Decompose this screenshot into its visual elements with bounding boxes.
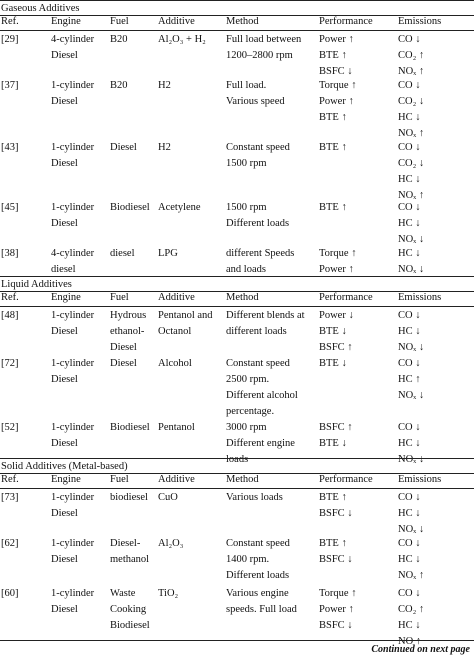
cell-ref [1, 78, 19, 94]
cell-performance [319, 490, 353, 522]
cell-line: Diesel [51, 374, 78, 385]
cell-line: [73] [1, 492, 19, 503]
column-header: Emissions [398, 292, 442, 303]
cell-line: NOₓ ↑ [398, 570, 425, 581]
cell-line: [37] [1, 80, 19, 91]
cell-line: 3000 rpm [226, 422, 267, 433]
cell-performance [319, 32, 354, 80]
cell-line: B20 [110, 80, 128, 91]
cell-additive [158, 140, 171, 156]
cell-line: Different loads [226, 218, 290, 229]
cell-line: CuO [158, 492, 178, 503]
cell-engine [51, 308, 94, 340]
cell-line: [45] [1, 202, 19, 213]
cell-emissions [398, 490, 424, 538]
cell-line: [48] [1, 310, 19, 321]
cell-ref [1, 32, 19, 48]
column-header: Engine [51, 292, 81, 303]
cell-method [226, 420, 295, 468]
cell-line: Different engine [226, 438, 295, 449]
cell-line: H2 [158, 80, 171, 91]
cell-line: Biodiesel [110, 202, 150, 213]
cell-ref [1, 420, 19, 436]
cell-line: HC ↓ [398, 218, 421, 229]
cell-engine [51, 78, 94, 110]
column-header: Engine [51, 474, 81, 485]
section-title: Gaseous Additives [1, 3, 80, 14]
cell-line: Power ↑ [319, 96, 354, 107]
cell-line: HC ↑ [398, 374, 421, 385]
cell-line: Diesel [51, 326, 78, 337]
cell-performance [319, 140, 347, 156]
cell-line: Various loads [226, 492, 283, 503]
column-header: Method [226, 16, 259, 27]
cell-performance [319, 586, 356, 634]
cell-method [226, 308, 305, 340]
cell-line: BTE ↑ [319, 492, 347, 503]
cell-line: Diesel [51, 158, 78, 169]
cell-fuel [110, 586, 150, 634]
column-header: Additive [158, 474, 195, 485]
cell-engine [51, 140, 94, 172]
section-title: Liquid Additives [1, 279, 72, 290]
cell-line: Al₂O₃ [158, 538, 184, 549]
cell-line: [52] [1, 422, 19, 433]
cell-line: 1-cylinder [51, 492, 95, 503]
cell-method [226, 200, 289, 232]
cell-line: BTE ↓ [319, 326, 347, 337]
cell-line: Different loads [226, 570, 290, 581]
column-header: Ref. [1, 16, 19, 27]
cell-line: CO ↓ [398, 422, 421, 433]
cell-additive [158, 356, 192, 372]
cell-ref [1, 356, 19, 372]
cell-line: 1500 rpm [226, 202, 267, 213]
section-title: Solid Additives (Metal-based) [1, 461, 128, 472]
cell-engine [51, 586, 94, 618]
cell-additive [158, 32, 206, 48]
cell-method [226, 536, 290, 584]
cell-line: 4-cylinder [51, 34, 95, 45]
cell-line: HC ↓ [398, 248, 421, 259]
cell-line: BSFC ↓ [319, 554, 353, 565]
cell-line: CO ↓ [398, 358, 421, 369]
cell-line: NOₓ ↑ [398, 190, 425, 201]
cell-line: 1-cylinder [51, 142, 95, 153]
column-header: Emissions [398, 16, 442, 27]
cell-performance [319, 308, 354, 356]
cell-line: 1200–2800 rpm [226, 50, 293, 61]
cell-engine [51, 536, 94, 568]
header-rule [0, 488, 474, 489]
cell-line: 1500 rpm [226, 158, 267, 169]
column-header: Performance [319, 16, 373, 27]
cell-line: [29] [1, 34, 19, 45]
cell-line: CO ↓ [398, 34, 421, 45]
cell-line: HC ↓ [398, 438, 421, 449]
cell-fuel [110, 536, 149, 568]
cell-additive [158, 586, 178, 602]
cell-line: Power ↑ [319, 264, 354, 275]
cell-line: Diesel [51, 50, 78, 61]
cell-line: diesel [51, 264, 76, 275]
column-header: Method [226, 474, 259, 485]
cell-line: Hydrous [110, 310, 147, 321]
cell-line: Constant speed [226, 142, 290, 153]
cell-line: BSFC ↓ [319, 66, 353, 77]
cell-line: Diesel [51, 438, 78, 449]
cell-line: NOₓ ↓ [398, 264, 425, 275]
cell-fuel [110, 308, 146, 356]
continued-note: Continued on next page [371, 644, 470, 655]
cell-line: CO ↓ [398, 80, 421, 91]
cell-engine [51, 246, 94, 278]
cell-line: BSFC ↑ [319, 342, 353, 353]
cell-line: BSFC ↓ [319, 620, 353, 631]
cell-emissions [398, 78, 424, 142]
cell-line: BTE ↓ [319, 438, 347, 449]
cell-line: methanol [110, 554, 150, 565]
cell-method [226, 78, 285, 110]
cell-method [226, 356, 298, 420]
cell-fuel [110, 420, 150, 436]
cell-line: CO ↓ [398, 588, 421, 599]
cell-line: CO₂ ↑ [398, 604, 425, 615]
cell-line: HC ↓ [398, 554, 421, 565]
cell-line: Alcohol [158, 358, 192, 369]
cell-line: Power ↑ [319, 34, 354, 45]
cell-method [226, 140, 290, 172]
cell-performance [319, 246, 356, 278]
cell-line: CO₂ ↓ [398, 158, 425, 169]
cell-line: BSFC ↑ [319, 422, 353, 433]
cell-line: NOₓ ↑ [398, 66, 425, 77]
cell-line: Diesel [51, 218, 78, 229]
cell-line: BTE ↑ [319, 112, 347, 123]
cell-line: LPG [158, 248, 178, 259]
cell-line: 4-cylinder [51, 248, 95, 259]
cell-fuel [110, 140, 137, 156]
cell-line: NOₓ ↑ [398, 128, 425, 139]
cell-performance [319, 536, 353, 568]
cell-ref [1, 200, 19, 216]
cell-line: TiO₂ [158, 588, 179, 599]
cell-line: BTE ↓ [319, 358, 347, 369]
cell-fuel [110, 246, 135, 262]
cell-ref [1, 586, 19, 602]
cell-line: Pentanol [158, 422, 195, 433]
cell-line: NOₓ ↓ [398, 234, 425, 245]
cell-line: Full load between [226, 34, 302, 45]
column-header: Emissions [398, 474, 442, 485]
header-rule [0, 30, 474, 31]
column-header: Fuel [110, 474, 129, 485]
cell-additive [158, 78, 171, 94]
cell-performance [319, 356, 347, 372]
cell-line: Acetylene [158, 202, 201, 213]
cell-line: CO₂ ↓ [398, 96, 425, 107]
cell-line: loads [226, 454, 249, 465]
cell-additive [158, 536, 183, 552]
cell-line: speeds. Full load [226, 604, 297, 615]
column-header: Method [226, 292, 259, 303]
cell-engine [51, 420, 94, 452]
cell-line: Various speed [226, 96, 285, 107]
cell-additive [158, 420, 195, 436]
cell-ref [1, 536, 19, 552]
cell-line: 1-cylinder [51, 80, 95, 91]
cell-line: CO ↓ [398, 142, 421, 153]
column-header: Fuel [110, 292, 129, 303]
cell-line: 1-cylinder [51, 538, 95, 549]
cell-line: Diesel [110, 142, 137, 153]
cell-line: percentage. [226, 406, 275, 417]
cell-ref [1, 246, 19, 262]
cell-line: different Speeds [226, 248, 295, 259]
cell-method [226, 490, 283, 506]
cell-line: Biodiesel [110, 422, 150, 433]
cell-fuel [110, 32, 128, 48]
cell-method [226, 32, 301, 64]
cell-line: Waste [110, 588, 136, 599]
cell-line: Torque ↑ [319, 588, 357, 599]
cell-line: Various engine [226, 588, 289, 599]
cell-emissions [398, 308, 424, 356]
cell-line: [60] [1, 588, 19, 599]
cell-line: CO ↓ [398, 310, 421, 321]
cell-line: Diesel [51, 96, 78, 107]
cell-line: Cooking [110, 604, 147, 615]
cell-line: Different blends at [226, 310, 305, 321]
cell-line: NOₓ ↓ [398, 454, 425, 465]
cell-ref [1, 308, 19, 324]
cell-line: 1-cylinder [51, 310, 95, 321]
cell-line: NOₓ ↓ [398, 390, 425, 401]
cell-method [226, 246, 294, 278]
cell-additive [158, 308, 213, 340]
cell-ref [1, 490, 19, 506]
cell-line: CO₂ ↑ [398, 50, 425, 61]
cell-additive [158, 200, 201, 216]
column-header: Fuel [110, 16, 129, 27]
cell-line: BTE ↑ [319, 538, 347, 549]
cell-line: HC ↓ [398, 620, 421, 631]
cell-line: Octanol [158, 326, 192, 337]
cell-line: HC ↓ [398, 174, 421, 185]
cell-line: B20 [110, 34, 128, 45]
cell-line: different loads [226, 326, 287, 337]
cell-line: biodiesel [110, 492, 148, 503]
column-header: Engine [51, 16, 81, 27]
cell-emissions [398, 200, 424, 248]
cell-line: HC ↓ [398, 508, 421, 519]
cell-line: Pentanol and [158, 310, 213, 321]
cell-line: Power ↑ [319, 604, 354, 615]
cell-line: Diesel [51, 554, 78, 565]
cell-line: 1400 rpm. [226, 554, 270, 565]
cell-line: BTE ↑ [319, 142, 347, 153]
cell-engine [51, 356, 94, 388]
cell-line: Power ↓ [319, 310, 354, 321]
cell-performance [319, 78, 356, 126]
cell-line: BTE ↑ [319, 50, 347, 61]
cell-line: Biodiesel [110, 620, 150, 631]
column-header: Ref. [1, 292, 19, 303]
column-header: Performance [319, 474, 373, 485]
cell-line: 1-cylinder [51, 422, 95, 433]
cell-line: Diesel- [110, 538, 141, 549]
cell-line: CO ↓ [398, 492, 421, 503]
cell-emissions [398, 32, 424, 80]
cell-method [226, 586, 297, 618]
cell-fuel [110, 78, 128, 94]
cell-line: Constant speed [226, 538, 290, 549]
column-header: Additive [158, 16, 195, 27]
cell-line: Al₂O₃ + H₂ [158, 34, 206, 45]
cell-engine [51, 200, 94, 232]
cell-line: CO ↓ [398, 538, 421, 549]
cell-performance [319, 200, 347, 216]
cell-line: NOₓ ↓ [398, 342, 425, 353]
cell-emissions [398, 356, 424, 404]
cell-fuel [110, 490, 148, 506]
cell-line: 1-cylinder [51, 202, 95, 213]
cell-emissions [398, 536, 424, 584]
cell-engine [51, 490, 94, 522]
cell-line: Diesel [110, 342, 137, 353]
cell-line: HC ↓ [398, 326, 421, 337]
cell-line: BTE ↑ [319, 202, 347, 213]
cell-additive [158, 490, 178, 506]
cell-line: Torque ↑ [319, 80, 357, 91]
cell-line: NO ↑ [398, 636, 422, 647]
cell-line: 2500 rpm. [226, 374, 270, 385]
cell-line: H2 [158, 142, 171, 153]
cell-additive [158, 246, 178, 262]
cell-line: Diesel [110, 358, 137, 369]
cell-line: and loads [226, 264, 266, 275]
cell-performance [319, 420, 353, 452]
column-header: Performance [319, 292, 373, 303]
cell-emissions [398, 140, 424, 204]
cell-emissions [398, 420, 424, 468]
cell-line: Different alcohol [226, 390, 298, 401]
header-rule [0, 306, 474, 307]
cell-line: Diesel [51, 508, 78, 519]
cell-engine [51, 32, 94, 64]
cell-line: [38] [1, 248, 19, 259]
cell-line: CO ↓ [398, 202, 421, 213]
cell-line: HC ↓ [398, 112, 421, 123]
cell-fuel [110, 200, 150, 216]
cell-line: [62] [1, 538, 19, 549]
cell-line: ethanol- [110, 326, 145, 337]
column-header: Ref. [1, 474, 19, 485]
cell-line: [72] [1, 358, 19, 369]
cell-line: diesel [110, 248, 135, 259]
cell-emissions [398, 246, 424, 278]
cell-fuel [110, 356, 137, 372]
column-header: Additive [158, 292, 195, 303]
section-end-rule [0, 640, 474, 641]
cell-line: [43] [1, 142, 19, 153]
cell-ref [1, 140, 19, 156]
cell-line: Constant speed [226, 358, 290, 369]
cell-line: 1-cylinder [51, 588, 95, 599]
cell-line: BSFC ↓ [319, 508, 353, 519]
cell-line: Torque ↑ [319, 248, 357, 259]
cell-line: 1-cylinder [51, 358, 95, 369]
cell-line: Diesel [51, 604, 78, 615]
cell-line: Full load. [226, 80, 267, 91]
cell-line: NOₓ ↓ [398, 524, 425, 535]
